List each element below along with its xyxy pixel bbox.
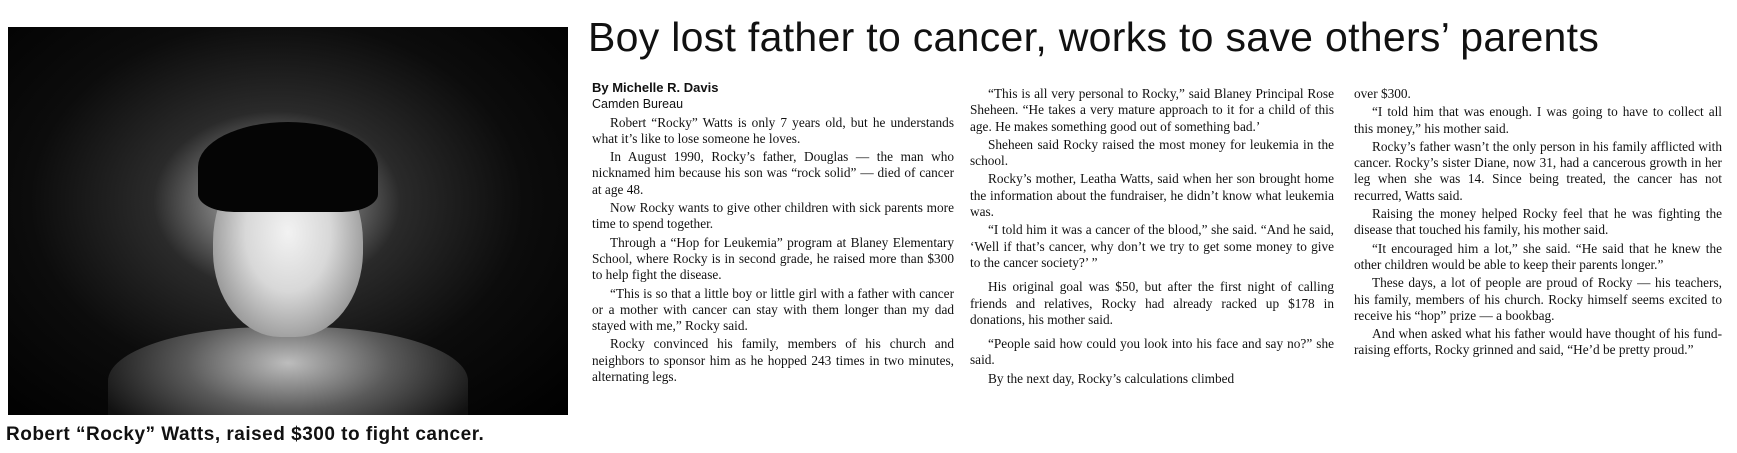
paragraph: His original goal was $50, but after the first night of calling friends and relatives, Rocky had already racked up $178 in donations, his mother said. xyxy=(970,279,1334,327)
article-column-3 xyxy=(1354,86,1722,361)
paragraph: Rocky’s father wasn’t the only person in his family afflicted with cancer. Rocky’s sister Diane, now 31, had a cancerous growth in her leg when she was 14. Since being treated, the cancer has not recurred, Watts said. xyxy=(1354,138,1722,203)
paragraph: Through a “Hop for Leukemia” program at Blaney Elementary School, where Rocky is in second grade, he raised more than $300 to help fight the disease. xyxy=(592,234,954,283)
paragraph: over $300. xyxy=(1354,86,1411,101)
photo-body-shape xyxy=(108,327,468,415)
paragraph: “I told him that was enough. I was going to have to collect all this money,” his mother said. xyxy=(1354,104,1722,136)
paragraph: Robert “Rocky” Watts is only 7 years old, but he understands what it’s like to lose someone he loves. xyxy=(592,114,954,146)
paragraph: Sheheen said Rocky raised the most money for leukemia in the school. xyxy=(970,136,1334,169)
bureau: Camden Bureau xyxy=(592,97,684,112)
headline: Boy lost father to cancer, works to save others’ parents xyxy=(588,14,1600,60)
paragraph: Now Rocky wants to give other children with sick parents more time to spend together. xyxy=(592,200,954,232)
article-column-2 xyxy=(970,86,1334,389)
paragraph: Rocky’s mother, Leatha Watts, said when her son brought home the information about the fundraiser, he didn’t know what leukemia was. xyxy=(970,171,1334,220)
article-column-1 xyxy=(592,80,954,387)
paragraph: Raising the money helped Rocky feel that he was fighting the disease that touched his family, his mother said. xyxy=(1354,206,1722,238)
paragraph: “People said how could you look into his face and say no?” she said. xyxy=(970,336,1334,368)
paragraph: By the next day, Rocky’s calculations climbed xyxy=(988,370,1235,386)
paragraph: “This is so that a little boy or little girl with a father with cancer or a mother with cancer can stay with them longer than my dad stayed with me,” Rocky said. xyxy=(592,285,954,334)
paragraph: And when asked what his father would have thought of his fund-raising efforts, Rocky grinned and said, “He’d be pretty proud.” xyxy=(1354,326,1722,358)
photo-caption: Robert “Rocky” Watts, raised $300 to fight cancer. xyxy=(6,424,485,445)
photo-hair-shape xyxy=(198,122,378,212)
article-photo xyxy=(8,27,568,415)
paragraph: “I told him it was a cancer of the blood,” she said. “And he said, ‘Well if that’s cancer, why don’t we try to get some money to give to the cancer society?’ ” xyxy=(970,222,1334,270)
paragraph: In August 1990, Rocky’s father, Douglas — the man who nicknamed him because his son was “rock solid” — died of cancer at age 48. xyxy=(592,149,954,197)
paragraph: These days, a lot of people are proud of Rocky — his teachers, his family, members of his church. Rocky himself seems excited to receive his “hop” prize — a bookbag. xyxy=(1354,275,1722,323)
paragraph: “It encouraged him a lot,” she said. “He said that he knew the other children would be able to keep their parents longer.” xyxy=(1354,240,1722,272)
paragraph: “This is all very personal to Rocky,” said Blaney Principal Rose Sheheen. “He takes a very mature approach to it for a child of this age. He makes something good out of something bad.’ xyxy=(970,86,1334,134)
paragraph: Rocky convinced his family, members of his church and neighbors to sponsor him as he hopped 243 times in two minutes, alternating legs. xyxy=(592,336,954,385)
byline: By Michelle R. Davis xyxy=(592,80,719,95)
